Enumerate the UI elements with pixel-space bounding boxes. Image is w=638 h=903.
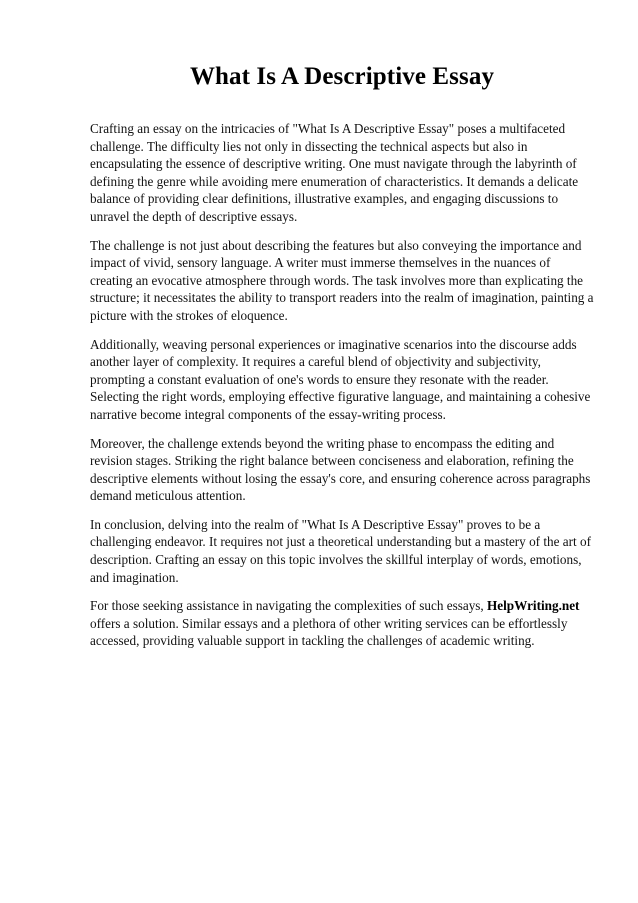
paragraph-intro: Crafting an essay on the intricacies of "What Is A Descriptive Essay" poses a multifaceted challenge. The difficulty lies not only in dissecting the technical aspects but also in encapsulating the essence of descriptive writing. One must navigate through the labyrinth of defining the genre while avoiding mere enumeration of characteristics. It demands a delicate balance of providing clear definitions, illustrative examples, and engaging discussions to unravel the depth of descriptive essays. xyxy=(90,121,579,224)
brand-name: HelpWriting.net xyxy=(487,598,580,614)
paragraph-personal-experiences: Additionally, weaving personal experiences or imaginative scenarios into the discourse adds another layer of complexity. It requires a careful blend of objectivity and subjectivity, prompting a constant evaluation of one's words to ensure they resonate with the reader. Selecting the right words, employing effective figurative language, and maintaining a cohesive narrative become integral components of the essay-writing process. xyxy=(90,336,591,422)
paragraph-editing-revision: Moreover, the challenge extends beyond the writing phase to encompass the editing and revision stages. Striking the right balance between conciseness and elaboration, refining the descriptive elements without losing the essay's core, and ensuring coherence across paragraphs demand meticulous attention. xyxy=(90,435,591,504)
closing-tail-text: offers a solution. Similar essays and a plethora of other writing services can be effortlessly accessed, providing valuable support in tackling the challenges of academic writing. xyxy=(90,615,568,649)
paragraph-conclusion: In conclusion, delving into the realm of "What Is A Descriptive Essay" proves to be a challenging endeavor. It requires not just a theoretical understanding but a mastery of the art of description. Crafting an essay on this topic involves the skillful interplay of words, emotions, and imagination. xyxy=(90,516,591,585)
closing-lead-text: For those seeking assistance in navigating the complexities of such essays, xyxy=(90,598,488,614)
document-title: What Is A Descriptive Essay xyxy=(189,63,495,90)
paragraph-closing xyxy=(90,597,594,650)
paragraph-sensory-language: The challenge is not just about describing the features but also conveying the importance and impact of vivid, sensory language. A writer must immerse themselves in the nuances of creating an evocative atmosphere through words. The task involves more than explicating the structure; it necessitates the ability to transport readers into the realm of imagination, painting a picture with the strokes of eloquence. xyxy=(90,237,594,323)
